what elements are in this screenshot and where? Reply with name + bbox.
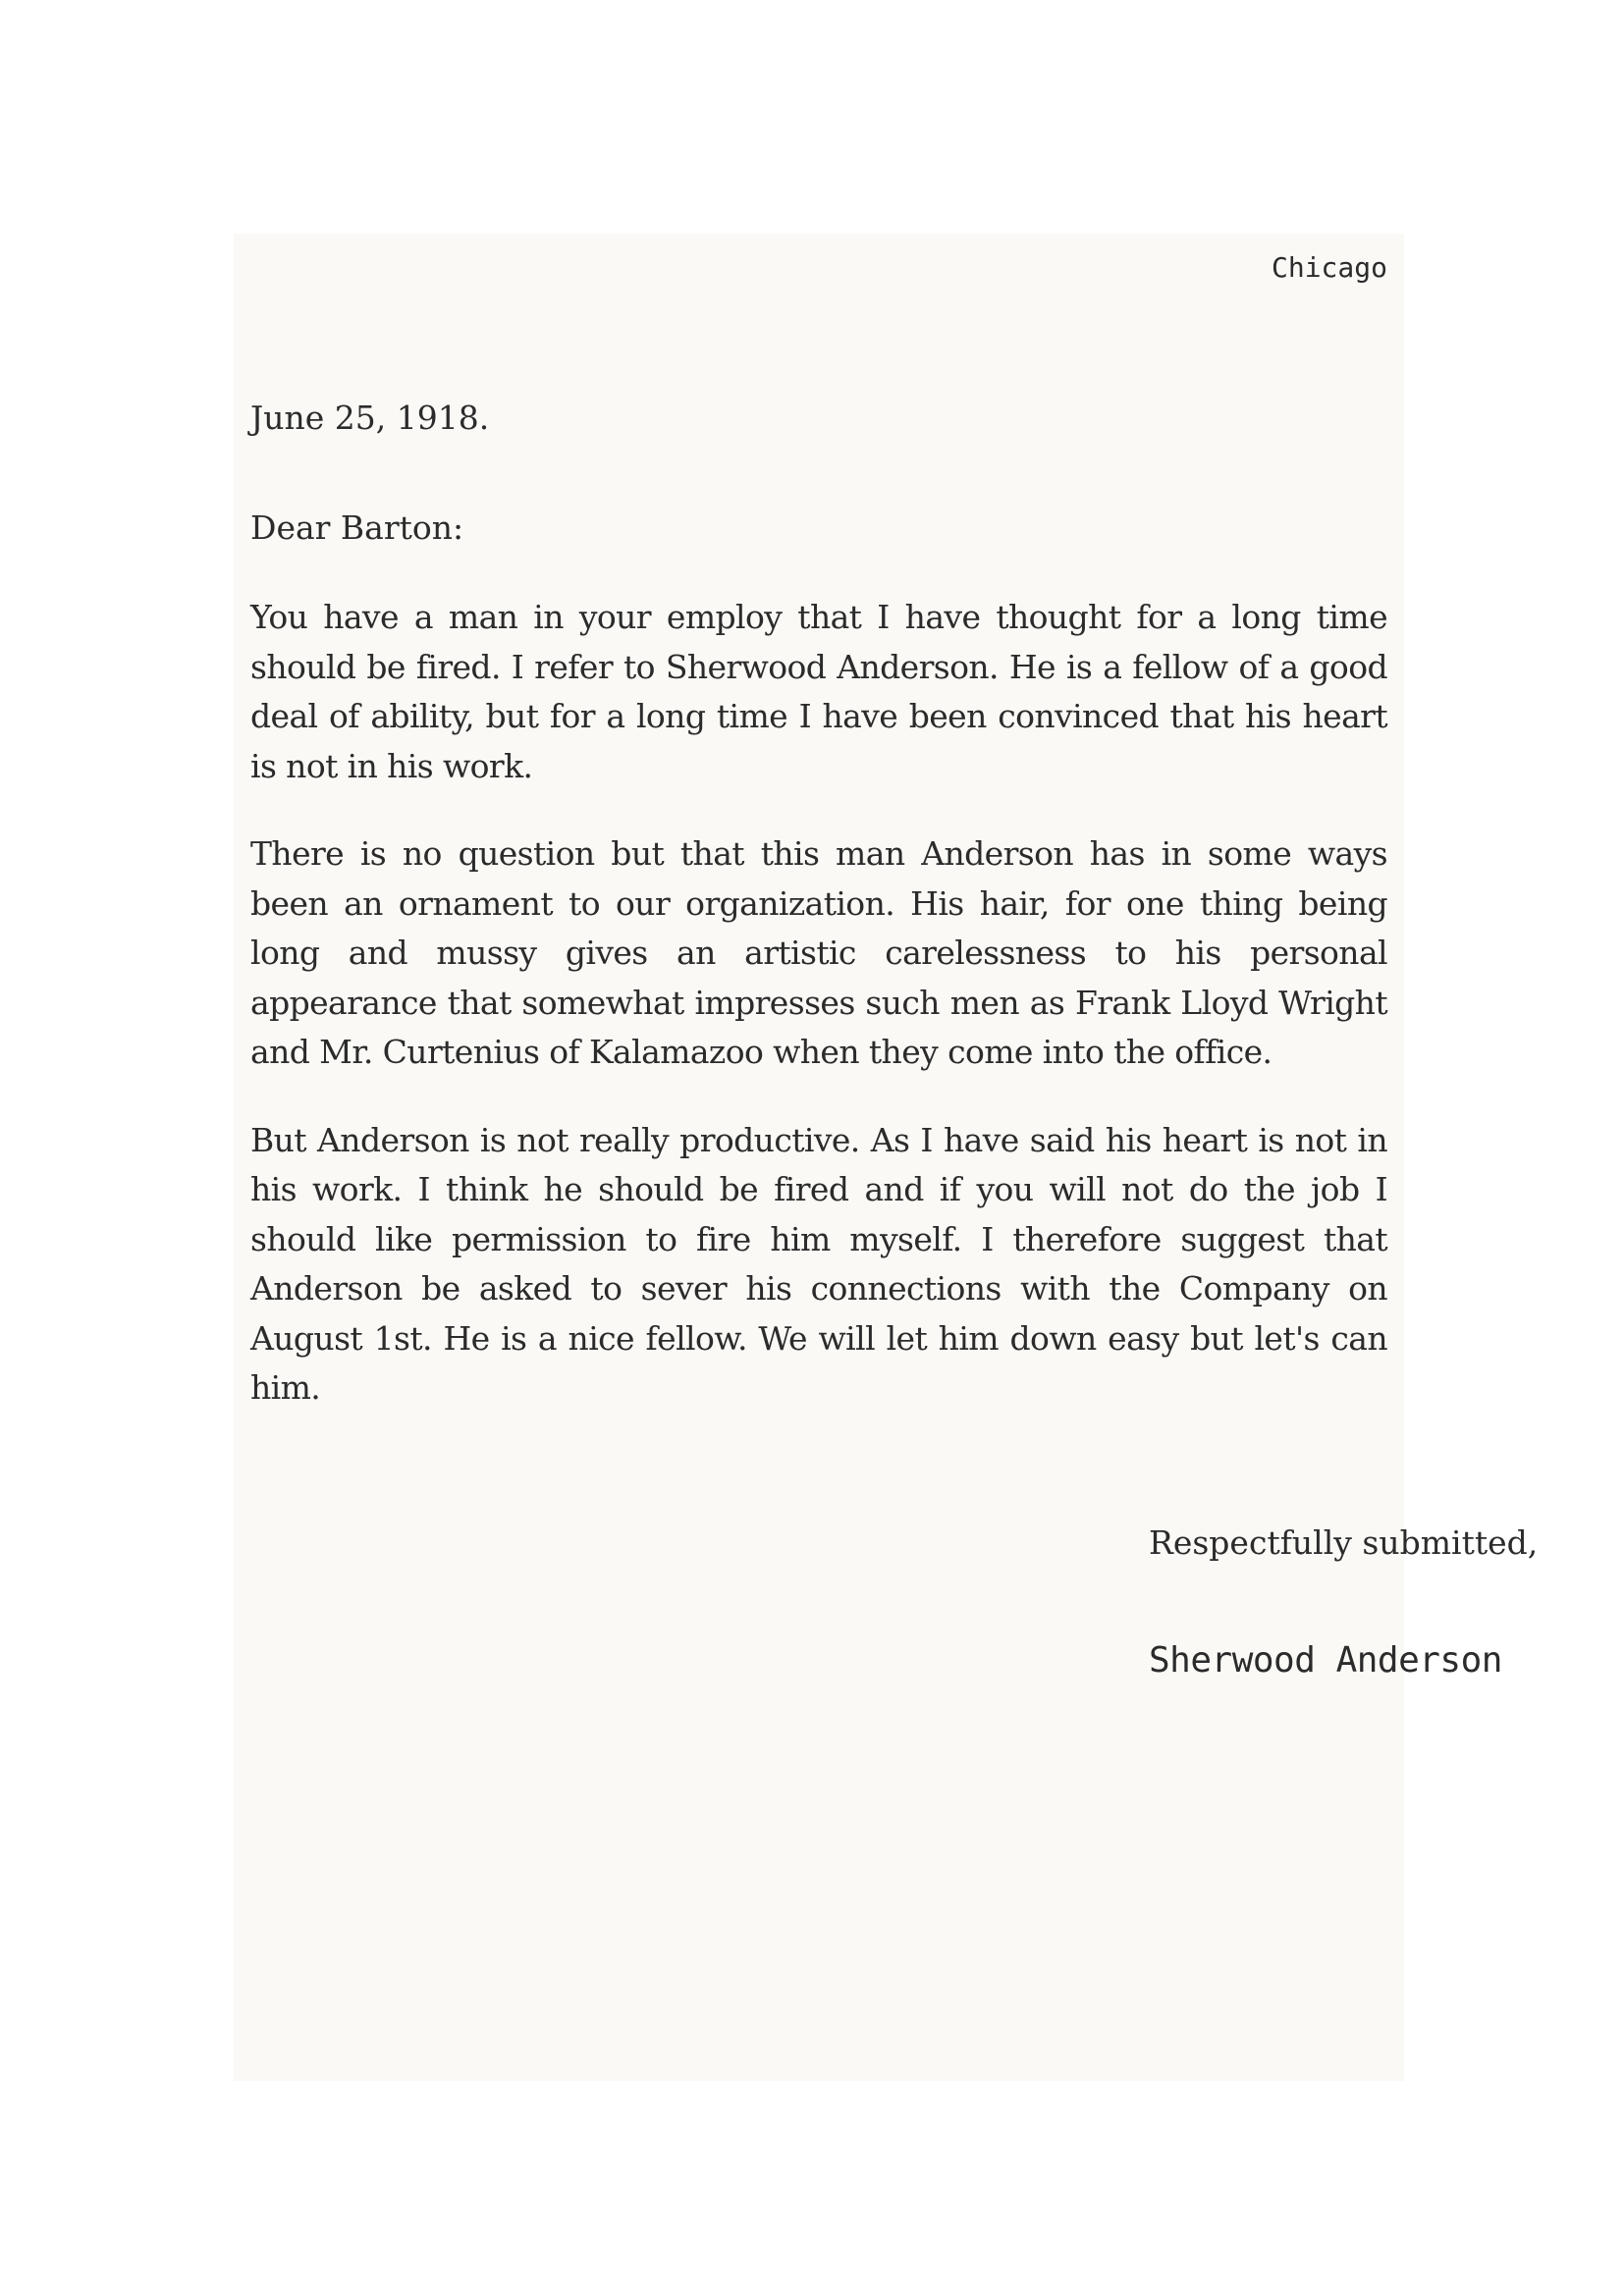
letter-body <box>250 593 1387 1452</box>
letter-signature: Sherwood Anderson <box>1149 1640 1502 1681</box>
letter-date: June 25, 1918. <box>250 399 490 437</box>
letter-salutation: Dear Barton: <box>250 508 464 547</box>
letter-paragraph: But Anderson is not really productive. As I have said his heart is not in his work. I think he should be fired and if you will not do the job I should like permission to fire him myself. I therefore suggest that Anderson be asked to sever his connections with the Company on August 1st. He is a nice fellow. We will let him down easy but let's can him. <box>250 1120 1387 1407</box>
letter-paragraph: There is no question but that this man Anderson has in some ways been an ornament to our organization. His hair, for one thing being long and mussy gives an artistic carelessness to his personal appearance that somewhat impresses such men as Frank Lloyd Wright and Mr. Curtenius of Kalamazoo when they come into the office. <box>250 834 1387 1071</box>
letter-location: Chicago <box>1271 251 1387 284</box>
letter-paragraph: You have a man in your employ that I have thought for a long time should be fired. I refer to Sherwood Anderson. He is a fellow of a good deal of ability, but for a long time I have been convinced that his heart is not in his work. <box>250 598 1387 785</box>
letter-closing: Respectfully submitted, <box>1149 1523 1539 1562</box>
letter-page <box>234 234 1539 2081</box>
